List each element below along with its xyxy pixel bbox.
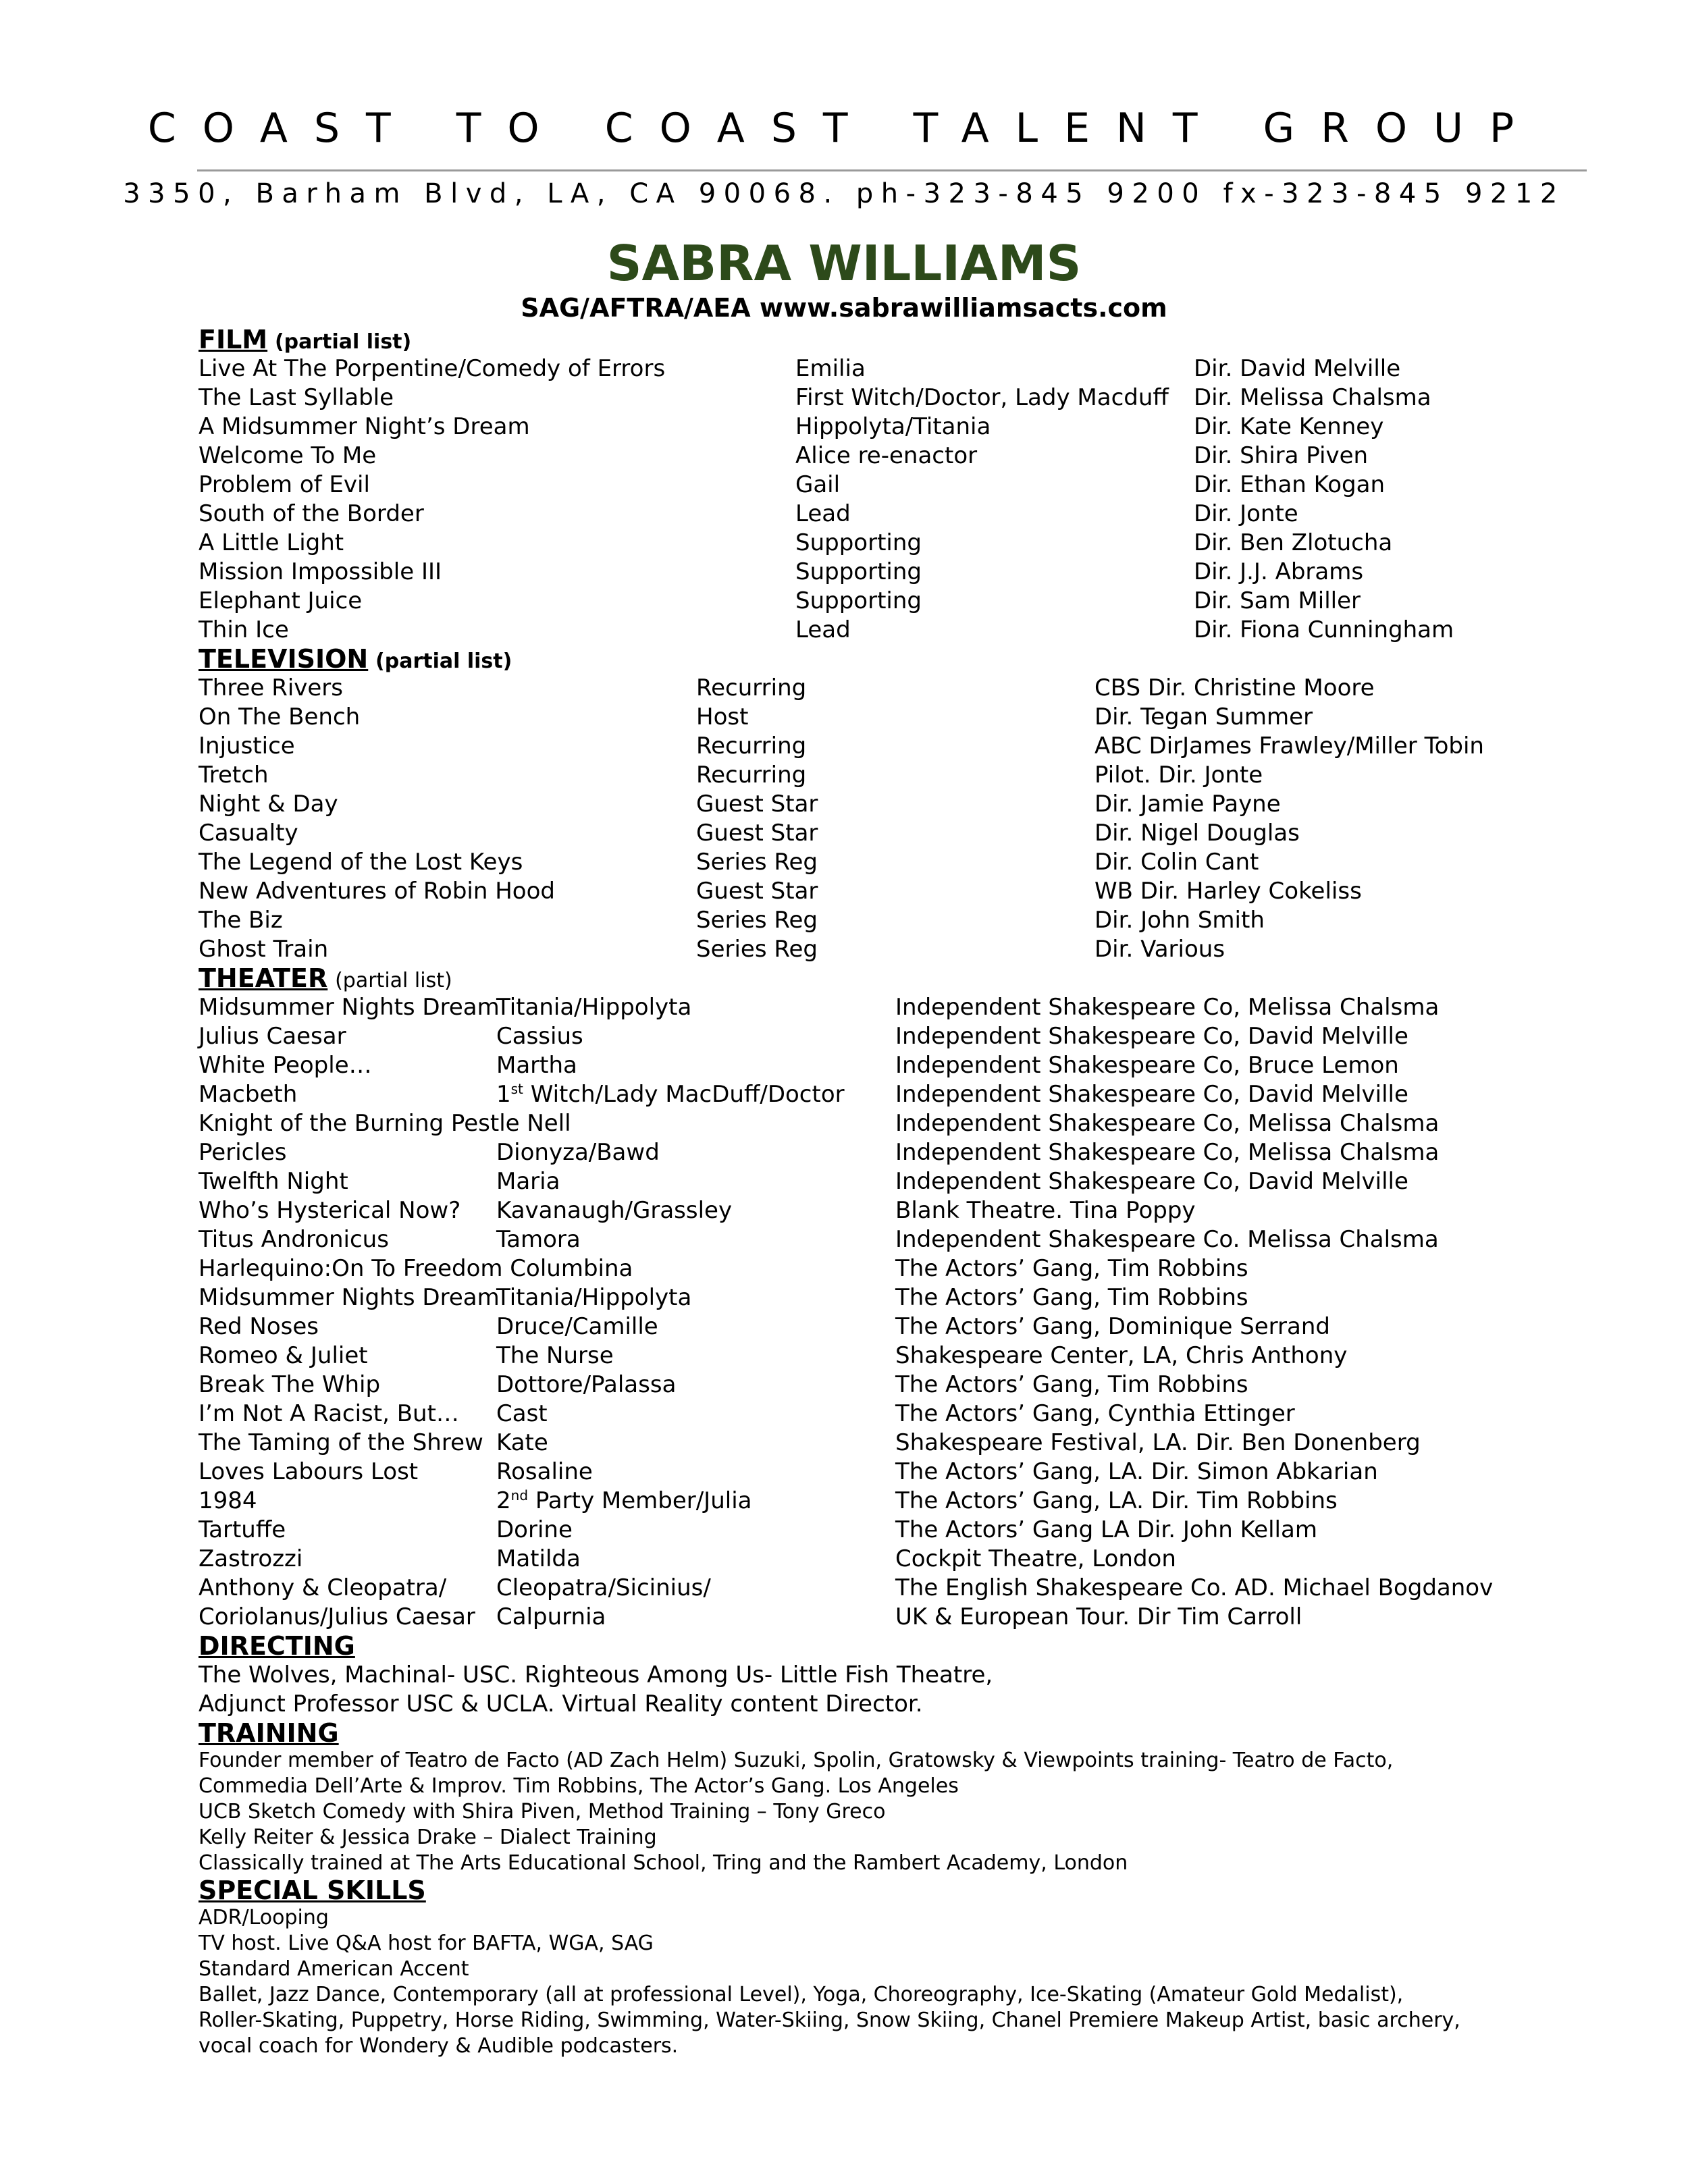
role-ordinal-suffix: st [510, 1081, 523, 1097]
theater-credit-role: Cleopatra/Sicinius/ [496, 1574, 711, 1601]
training-heading: TRAINING [199, 1718, 339, 1748]
theater-credit [199, 1138, 1616, 1167]
film-credit-director: Dir. Sam Miller [1194, 587, 1361, 614]
theater-credit [199, 1312, 1616, 1341]
skills-line: Ballet, Jazz Dance, Contemporary (all at professional Level), Yoga, Choreography, Ice-Skating (Amateur Gold Medalist), [199, 1983, 1404, 2006]
role-text: Party Member/Julia [528, 1487, 752, 1514]
theater-credit [199, 1109, 1616, 1138]
training-line: Founder member of Teatro de Facto (AD Zach Helm) Suzuki, Spolin, Gratowsky & Viewpoints training- Teatro de Facto, [199, 1749, 1394, 1772]
television-note: (partial list) [375, 649, 512, 673]
film-credit-title: Thin Ice [199, 616, 289, 643]
film-credit-title: Problem of Evil [199, 471, 370, 498]
theater-credit [199, 1545, 1616, 1574]
theater-credit-company: Blank Theatre. Tina Poppy [895, 1197, 1196, 1224]
tv-credit-director: ABC DirJames Frawley/Miller Tobin [1094, 733, 1484, 760]
television-list [199, 674, 1616, 964]
tv-credit-title: Night & Day [199, 791, 338, 818]
special-skills-heading: SPECIAL SKILLS [199, 1875, 426, 1905]
agency-name: COAST TO COAST TALENT GROUP [147, 105, 1541, 152]
theater-credit [199, 1283, 1616, 1312]
theater-credit-company: Independent Shakespeare Co, Melissa Chalsma [895, 1110, 1440, 1137]
tv-credit-title: Injustice [199, 733, 295, 760]
theater-credit-title: Midsummer Nights Dream [199, 1284, 500, 1311]
film-credit-director: Dir. Melissa Chalsma [1194, 384, 1431, 411]
tv-credit-role: Guest Star [696, 820, 818, 847]
tv-credit-director: Dir. Nigel Douglas [1094, 820, 1300, 847]
tv-credit-role: Series Reg [696, 936, 818, 963]
tv-credit-role: Recurring [696, 733, 807, 760]
tv-credit-role: Recurring [696, 762, 807, 789]
theater-credit-role: Dionyza/Bawd [496, 1139, 660, 1166]
film-credit [199, 471, 1616, 500]
theater-credit-title: Who’s Hysterical Now? [199, 1197, 461, 1224]
film-note: (partial list) [274, 330, 412, 354]
theater-credit-company: Shakespeare Festival, LA. Dir. Ben Donenberg [895, 1429, 1421, 1456]
theater-credit-title: I’m Not A Racist, But… [199, 1400, 459, 1427]
film-credit-title: Welcome To Me [199, 442, 377, 469]
tv-credit-role: Series Reg [696, 849, 818, 876]
theater-credit-company: The English Shakespeare Co. AD. Michael Bogdanov [895, 1574, 1494, 1601]
theater-credit-title: Knight of the Burning Pestle Nell [199, 1110, 571, 1137]
tv-credit-title: On The Bench [199, 703, 361, 730]
theater-credit-company: The Actors’ Gang, Dominique Serrand [895, 1313, 1330, 1340]
theater-credit-role: Titania/Hippolyta [496, 1284, 692, 1311]
tv-credit [199, 674, 1616, 703]
theater-credit-title: Titus Andronicus [199, 1226, 389, 1253]
theater-credit-title: White People… [199, 1052, 372, 1079]
theater-credit-company: Independent Shakespeare Co, Melissa Chalsma [895, 1139, 1440, 1166]
theater-credit-role: Matilda [496, 1545, 581, 1572]
film-credit [199, 587, 1616, 616]
film-credit-director: Dir. Fiona Cunningham [1194, 616, 1454, 643]
theater-credit [199, 1225, 1616, 1254]
theater-credit-role: Dottore/Palassa [496, 1371, 677, 1398]
theater-credit-title: Harlequino:On To Freedom Columbina [199, 1255, 633, 1282]
theater-credit-role: Rosaline [496, 1458, 593, 1485]
theater-credit [199, 1574, 1616, 1603]
agency-address: 3350, Barham Blvd, LA, CA 90068. ph-323-845 9200 fx-323-845 9212 [123, 178, 1565, 209]
theater-credit-role: Kate [496, 1429, 548, 1456]
skills-line: Roller-Skating, Puppetry, Horse Riding, Swimming, Water-Skiing, Snow Skiing, Chanel Premiere Makeup Artist, basic archery, [199, 2008, 1460, 2032]
theater-credit-title: Red Noses [199, 1313, 319, 1340]
directing-line: Adjunct Professor USC & UCLA. Virtual Reality content Director. [199, 1690, 923, 1717]
tv-credit [199, 761, 1616, 790]
theater-credit-title: Loves Labours Lost [199, 1458, 419, 1485]
tv-credit-director: Dir. John Smith [1094, 907, 1265, 934]
skills-line: ADR/Looping [199, 1906, 329, 1929]
special-skills-section-header [199, 1876, 1616, 1905]
film-credit [199, 412, 1616, 442]
television-heading: TELEVISION [199, 644, 369, 674]
theater-credit-role: Martha [496, 1052, 577, 1079]
film-credit-title: Elephant Juice [199, 587, 363, 614]
film-section-header [199, 325, 1616, 354]
film-list [199, 354, 1616, 645]
theater-credit [199, 1400, 1616, 1429]
theater-credit [199, 1341, 1616, 1370]
tv-credit [199, 935, 1616, 964]
tv-credit-director: Pilot. Dir. Jonte [1094, 762, 1263, 789]
theater-credit-title: 1984 [199, 1487, 257, 1514]
theater-credit-role: Kavanaugh/Grassley [496, 1197, 733, 1224]
tv-credit-director: Dir. Jamie Payne [1094, 791, 1281, 818]
theater-credit-company: Independent Shakespeare Co, Bruce Lemon [895, 1052, 1399, 1079]
actor-name: SABRA WILLIAMS [606, 235, 1082, 292]
film-credit-role: Alice re-enactor [795, 442, 978, 469]
film-credit-role: Supporting [795, 529, 922, 556]
resume-body [199, 325, 1616, 2059]
film-credit [199, 529, 1616, 558]
theater-credit [199, 1603, 1616, 1632]
theater-credit-title: Anthony & Cleopatra/ [199, 1574, 447, 1601]
tv-credit [199, 819, 1616, 848]
theater-credit-company: Independent Shakespeare Co, Melissa Chalsma [895, 994, 1440, 1021]
role-ordinal: 2 [496, 1487, 511, 1514]
theater-credit-role: Cast [496, 1400, 548, 1427]
film-credit-role: Lead [795, 500, 851, 527]
training-line: Classically trained at The Arts Educational School, Tring and the Rambert Academy, London [199, 1851, 1128, 1875]
theater-credit-company: The Actors’ Gang, LA. Dir. Simon Abkarian [895, 1458, 1378, 1485]
theater-credit-role: Druce/Camille [496, 1313, 658, 1340]
tv-credit-title: Casualty [199, 820, 298, 847]
actor-subtitle: SAG/AFTRA/AEA www.sabrawilliamsacts.com [521, 293, 1167, 323]
theater-credit-title: The Taming of the Shrew [199, 1429, 483, 1456]
film-credit-director: Dir. Ethan Kogan [1194, 471, 1386, 498]
theater-credit-company: Independent Shakespeare Co. Melissa Chalsma [895, 1226, 1439, 1253]
training-line: UCB Sketch Comedy with Shira Piven, Method Training – Tony Greco [199, 1800, 886, 1823]
theater-credit [199, 1080, 1616, 1109]
theater-credit-company: Shakespeare Center, LA, Chris Anthony [895, 1342, 1348, 1369]
film-credit [199, 383, 1616, 412]
tv-credit-director: Dir. Colin Cant [1094, 849, 1259, 876]
skills-line: TV host. Live Q&A host for BAFTA, WGA, SAG [199, 1932, 654, 1955]
theater-credit-title: Tartuffe [199, 1516, 286, 1543]
theater-credit-company: UK & European Tour. Dir Tim Carroll [895, 1603, 1302, 1630]
theater-credit-company: The Actors’ Gang, Tim Robbins [895, 1371, 1248, 1398]
film-credit-director: Dir. J.J. Abrams [1194, 558, 1364, 585]
tv-credit-role: Guest Star [696, 878, 818, 905]
theater-credit [199, 1167, 1616, 1196]
tv-credit-role: Recurring [696, 674, 807, 701]
theater-credit-role [496, 1487, 751, 1516]
film-credit [199, 500, 1616, 529]
tv-credit [199, 790, 1616, 819]
tv-credit [199, 732, 1616, 761]
role-ordinal: 1 [496, 1081, 511, 1108]
tv-credit-title: Tretch [199, 762, 269, 789]
header-divider [197, 169, 1587, 171]
tv-credit-role: Guest Star [696, 791, 818, 818]
skills-line: Standard American Accent [199, 1957, 469, 1981]
tv-credit-director: WB Dir. Harley Cokeliss [1094, 878, 1362, 905]
film-credit-director: Dir. Ben Zlotucha [1194, 529, 1393, 556]
tv-credit-title: Three Rivers [199, 674, 343, 701]
tv-credit-director: CBS Dir. Christine Moore [1094, 674, 1375, 701]
directing-section-header [199, 1632, 1616, 1661]
theater-credit-title: Midsummer Nights Dream [199, 994, 500, 1021]
theater-credit-title: Macbeth [199, 1081, 298, 1108]
theater-credit-role: Calpurnia [496, 1603, 606, 1630]
theater-credit-company: Cockpit Theatre, London [895, 1545, 1176, 1572]
film-credit [199, 442, 1616, 471]
theater-credit-role: The Nurse [496, 1342, 614, 1369]
tv-credit-role: Series Reg [696, 907, 818, 934]
film-credit-director: Dir. Jonte [1194, 500, 1298, 527]
film-credit-role: Supporting [795, 558, 922, 585]
theater-credit-title: Coriolanus/Julius Caesar [199, 1603, 475, 1630]
film-credit-role: Gail [795, 471, 841, 498]
tv-credit [199, 877, 1616, 906]
film-credit [199, 354, 1616, 383]
tv-credit-director: Dir. Various [1094, 936, 1225, 963]
theater-credit-role: Cassius [496, 1023, 583, 1050]
directing-line: The Wolves, Machinal- USC. Righteous Among Us- Little Fish Theatre, [199, 1661, 993, 1688]
theater-credit-role: Maria [496, 1168, 560, 1195]
theater-credit-company: The Actors’ Gang LA Dir. John Kellam [895, 1516, 1317, 1543]
film-credit-role: First Witch/Doctor, Lady Macduff [795, 384, 1169, 411]
role-text: Witch/Lady MacDuff/Doctor [523, 1081, 845, 1108]
tv-credit [199, 906, 1616, 935]
role-ordinal-suffix: nd [510, 1487, 529, 1503]
training-section-header [199, 1719, 1616, 1748]
theater-credit-title: Pericles [199, 1139, 287, 1166]
theater-credit [199, 1370, 1616, 1400]
theater-credit-role [496, 1080, 845, 1109]
theater-credit [199, 1196, 1616, 1225]
theater-credit-title: Twelfth Night [199, 1168, 348, 1195]
film-credit-title: South of the Border [199, 500, 424, 527]
theater-credit [199, 1254, 1616, 1283]
theater-credit [199, 1429, 1616, 1458]
theater-credit-title: Zastrozzi [199, 1545, 303, 1572]
television-section-header [199, 645, 1616, 674]
theater-list [199, 993, 1616, 1632]
film-credit-title: Live At The Porpentine/Comedy of Errors [199, 355, 666, 382]
theater-credit-company: Independent Shakespeare Co, David Melville [895, 1168, 1408, 1195]
tv-credit-title: Ghost Train [199, 936, 329, 963]
film-credit-role: Lead [795, 616, 851, 643]
theater-credit-role: Tamora [496, 1226, 581, 1253]
theater-credit [199, 1516, 1616, 1545]
film-credit [199, 558, 1616, 587]
theater-section-header [199, 964, 1616, 993]
training-line: Commedia Dell’Arte & Improv. Tim Robbins, The Actor’s Gang. Los Angeles [199, 1774, 959, 1798]
directing-heading: DIRECTING [199, 1631, 355, 1661]
film-credit-role: Supporting [795, 587, 922, 614]
film-credit-role: Hippolyta/Titania [795, 413, 991, 440]
theater-credit-company: Independent Shakespeare Co, David Melville [895, 1081, 1408, 1108]
film-credit-director: Dir. David Melville [1194, 355, 1401, 382]
theater-credit-title: Romeo & Juliet [199, 1342, 368, 1369]
theater-credit-role: Titania/Hippolyta [496, 994, 692, 1021]
film-credit-director: Dir. Shira Piven [1194, 442, 1369, 469]
theater-credit-company: The Actors’ Gang, Cynthia Ettinger [895, 1400, 1295, 1427]
theater-credit [199, 993, 1616, 1022]
skills-line: vocal coach for Wondery & Audible podcasters. [199, 2034, 679, 2058]
film-heading: FILM [199, 325, 268, 354]
theater-credit-company: The Actors’ Gang, Tim Robbins [895, 1284, 1248, 1311]
theater-credit [199, 1051, 1616, 1080]
tv-credit-role: Host [696, 703, 749, 730]
theater-credit-title: Julius Caesar [199, 1023, 346, 1050]
theater-credit-company: The Actors’ Gang, Tim Robbins [895, 1255, 1248, 1282]
tv-credit-title: The Biz [199, 907, 283, 934]
film-credit [199, 616, 1616, 645]
theater-note: (partial list) [335, 969, 452, 992]
tv-credit [199, 848, 1616, 877]
theater-credit-company: The Actors’ Gang, LA. Dir. Tim Robbins [895, 1487, 1338, 1514]
film-credit-title: A Midsummer Night’s Dream [199, 413, 530, 440]
tv-credit-title: The Legend of the Lost Keys [199, 849, 523, 876]
film-credit-title: Mission Impossible III [199, 558, 442, 585]
tv-credit [199, 703, 1616, 732]
tv-credit-director: Dir. Tegan Summer [1094, 703, 1313, 730]
training-line: Kelly Reiter & Jessica Drake – Dialect Training [199, 1826, 657, 1849]
theater-credit-company: Independent Shakespeare Co, David Melville [895, 1023, 1408, 1050]
film-credit-title: A Little Light [199, 529, 344, 556]
film-credit-director: Dir. Kate Kenney [1194, 413, 1384, 440]
theater-credit [199, 1487, 1616, 1516]
film-credit-role: Emilia [795, 355, 866, 382]
theater-credit [199, 1458, 1616, 1487]
theater-heading: THEATER [199, 963, 328, 993]
tv-credit-title: New Adventures of Robin Hood [199, 878, 555, 905]
film-credit-title: The Last Syllable [199, 384, 394, 411]
theater-credit-title: Break The Whip [199, 1371, 381, 1398]
theater-credit-role: Dorine [496, 1516, 573, 1543]
theater-credit [199, 1022, 1616, 1051]
